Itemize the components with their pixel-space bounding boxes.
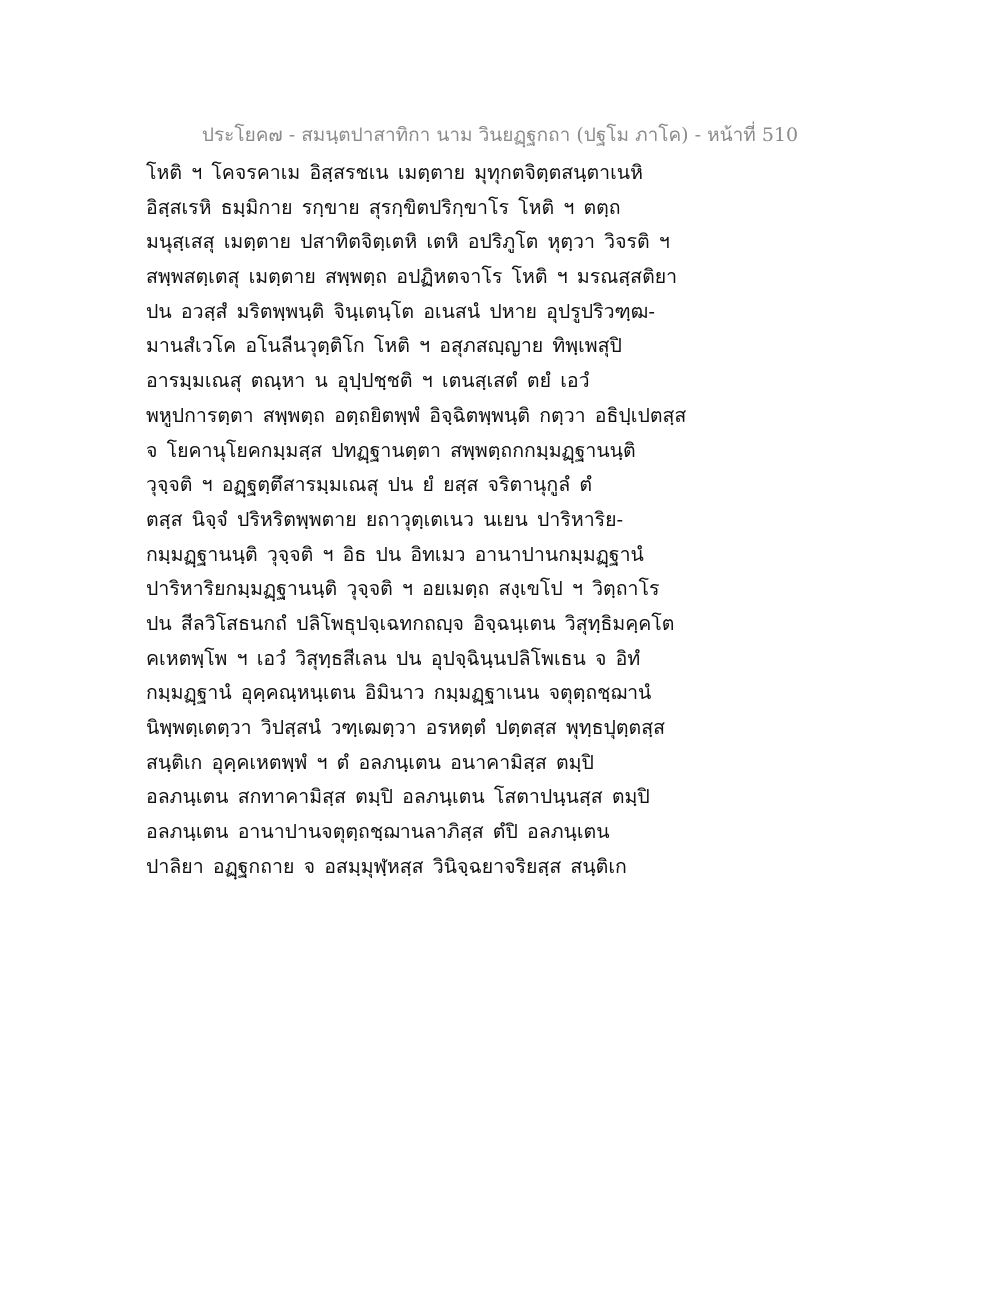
text-line: ปาริหาริยกมฺมฏฺฐานนฺติ วุจฺจติ ฯ อยเมตฺถ สงฺเขโป ฯ วิตฺถาโร — [146, 577, 660, 601]
body-text — [146, 156, 846, 884]
text-line: สพฺพสตฺเตสุ เมตฺตาย สพฺพตฺถ อปฏิหตจาโร โหติ ฯ มรณสฺสติยา — [146, 265, 678, 289]
page-header: ประโยค๗ - สมนฺตปาสาทิกา นาม วินยฏฺฐกถา (ปฐโม ภาโค) - หน้าที่ 510 — [201, 124, 799, 146]
text-line: วุจฺจติ ฯ อฏฺฐตฺตึสารมฺมเณสุ ปน ยํ ยสฺส จริตานุกูลํ ตํ — [146, 473, 593, 497]
text-line: โหติ ฯ โคจรคาเม อิสฺสรชเน เมตฺตาย มุทุกตจิตฺตสนฺตาเนหิ — [146, 161, 643, 184]
text-line: มนุสฺเสสุ เมตฺตาย ปสาทิตจิตฺเตหิ เตหิ อปริภูโต หุตฺวา วิจรติ ฯ — [146, 230, 670, 254]
text-line: มานสํเวโค อโนลีนวุตฺติโก โหติ ฯ อสุภสญฺญาย ทิพฺเพสุปิ — [146, 334, 622, 358]
text-line: พหูปการตฺตา สพฺพตฺถ อตฺถยิตพฺพํ อิจฺฉิตพฺพนฺติ กตฺวา อธิปฺเปตสฺส — [146, 403, 687, 427]
text-line: กมฺมฏฺฐานนฺติ วุจฺจติ ฯ อิธ ปน อิทเมว อานาปานกมฺมฏฺฐานํ — [146, 542, 644, 566]
text-line: ปาลิยา อฏฺฐกถาย จ อสมฺมุฬฺหสฺส วินิจฺฉยาจริยสฺส สนฺติเก — [146, 854, 627, 878]
text-line: อิสฺสเรหิ ธมฺมิกาย รกฺขาย สุรกฺขิตปริกฺขาโร โหติ ฯ ตตฺถ — [146, 195, 621, 219]
text-line: อารมฺมเณสุ ตณฺหา น อุปฺปชฺชติ ฯ เตนสฺเสตํ ตยํ เอวํ — [146, 369, 590, 393]
text-line: นิพฺพตฺเตตฺวา วิปสฺสนํ วฑฺเฒตฺวา อรหตฺตํ ปตฺตสฺส พุทฺธปุตฺตสฺส — [146, 716, 666, 739]
text-line: อลภนฺเตน อานาปานจตุตฺถชฺฌานลาภิสฺส ตํปิ อลภนฺเตน — [146, 820, 610, 844]
text-line: กมฺมฏฺฐานํ อุคฺคณฺหนฺเตน อิมินาว กมฺมฏฺฐาเนน จตุตฺถชฺฌานํ — [146, 681, 652, 705]
text-line: ตสฺส นิจฺจํ ปริหริตพฺพตาย ยถาวุตฺเตเนว นเยน ปาริหาริย- — [146, 507, 624, 531]
text-line: คเหตพฺโพ ฯ เอวํ วิสุทฺธสีเลน ปน อุปจฺฉินฺนปลิโพเธน จ อิทํ — [146, 646, 641, 670]
text-line: อลภนฺเตน สกทาคามิสฺส ตมฺปิ อลภนฺเตน โสตาปนฺนสฺส ตมฺปิ — [146, 785, 650, 809]
text-line: ปน อวสฺสํ มริตพฺพนฺติ จินฺเตนฺโต อเนสนํ ปหาย อุปรูปริวฑฺฒ- — [146, 299, 655, 323]
text-line: สนฺติเก อุคฺคเหตพฺพํ ฯ ตํ อลภนฺเตน อนาคามิสฺส ตมฺปิ — [146, 750, 594, 774]
text-line: จ โยคานุโยคกมฺมสฺส ปทฏฺฐานตฺตา สพฺพตฺถกกมฺมฏฺฐานนฺติ — [146, 438, 636, 462]
text-line: ปน สีลวิโสธนกถํ ปลิโพธุปจฺเฉทกถญฺจ อิจฺฉนฺเตน วิสุทฺธิมคฺคโต — [146, 611, 675, 635]
